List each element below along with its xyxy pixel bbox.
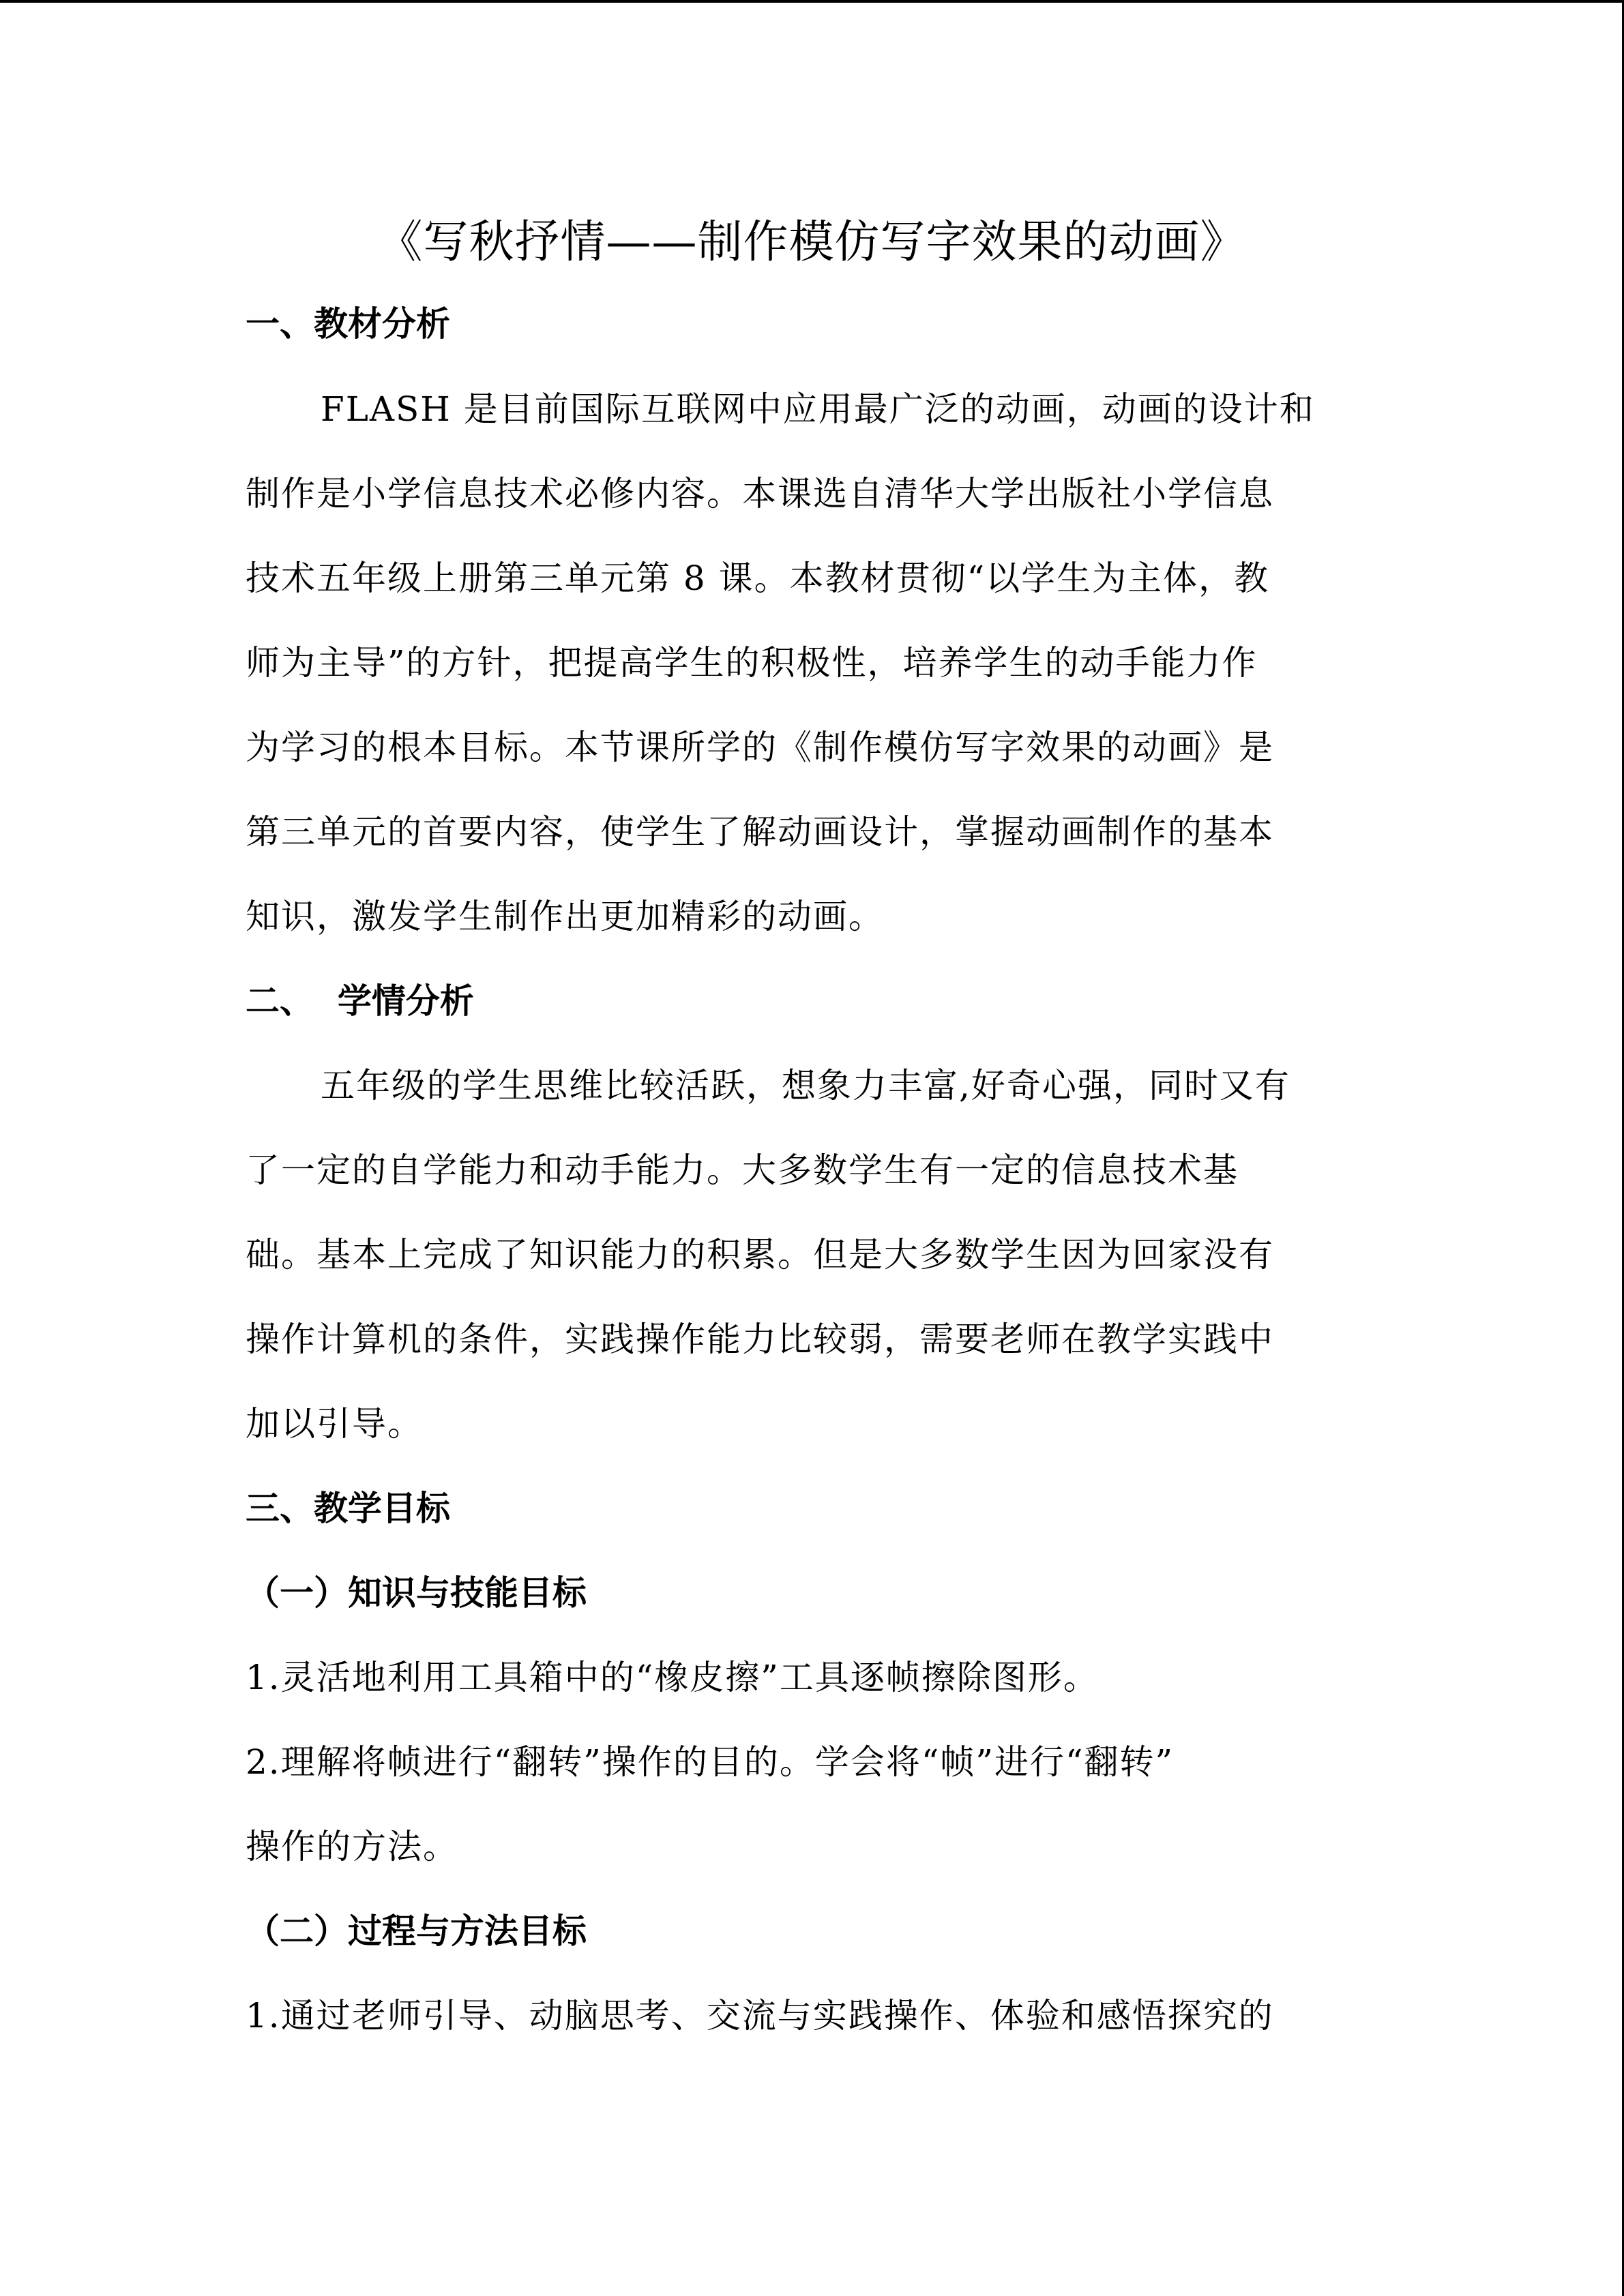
paragraph-line: 为学习的根本目标。本节课所学的《制作模仿写字效果的动画》是 bbox=[246, 728, 1274, 767]
paragraph-line: FLASH 是目前国际互联网中应用最广泛的动画，动画的设计和 bbox=[321, 389, 1315, 429]
paragraph-line: 础。基本上完成了知识能力的积累。但是大多数学生因为回家没有 bbox=[246, 1235, 1274, 1274]
section-heading-textbook-analysis: 一、教材分析 bbox=[246, 304, 450, 344]
objective-line: 2.理解将帧进行“翻转”操作的目的。学会将“帧”进行“翻转” bbox=[246, 1742, 1175, 1782]
page-border-top bbox=[0, 0, 1624, 3]
section-heading-teaching-objectives: 三、教学目标 bbox=[246, 1489, 450, 1528]
paragraph-line: 了一定的自学能力和动手能力。大多数学生有一定的信息技术基 bbox=[246, 1150, 1239, 1190]
paragraph-line: 技术五年级上册第三单元第 8 课。本教材贯彻“以学生为主体，教 bbox=[246, 558, 1270, 598]
paragraph-line: 知识，激发学生制作出更加精彩的动画。 bbox=[246, 897, 884, 936]
subsection-heading-knowledge-skills: （一）知识与技能目标 bbox=[246, 1573, 587, 1613]
paragraph-line: 五年级的学生思维比较活跃，想象力丰富,好奇心强，同时又有 bbox=[321, 1066, 1290, 1105]
paragraph-line: 师为主导”的方针，把提高学生的积极性，培养学生的动手能力作 bbox=[246, 643, 1258, 683]
subsection-heading-process-methods: （二）过程与方法目标 bbox=[246, 1911, 587, 1951]
document-title: 《写秋抒情——制作模仿写字效果的动画》 bbox=[377, 215, 1246, 268]
paragraph-line: 加以引导。 bbox=[246, 1404, 423, 1444]
objective-line: 1.通过老师引导、动脑思考、交流与实践操作、体验和感悟探究的 bbox=[246, 1996, 1274, 2036]
objective-line: 1.灵活地利用工具箱中的“橡皮擦”工具逐帧擦除图形。 bbox=[246, 1658, 1099, 1697]
paragraph-line: 第三单元的首要内容，使学生了解动画设计，掌握动画制作的基本 bbox=[246, 812, 1274, 852]
paragraph-line: 操作计算机的条件，实践操作能力比较弱，需要老师在教学实践中 bbox=[246, 1320, 1274, 1359]
objective-line: 操作的方法。 bbox=[246, 1827, 458, 1866]
paragraph-line: 制作是小学信息技术必修内容。本课选自清华大学出版社小学信息 bbox=[246, 474, 1274, 513]
section-heading-student-analysis: 二、 学情分析 bbox=[246, 981, 474, 1021]
